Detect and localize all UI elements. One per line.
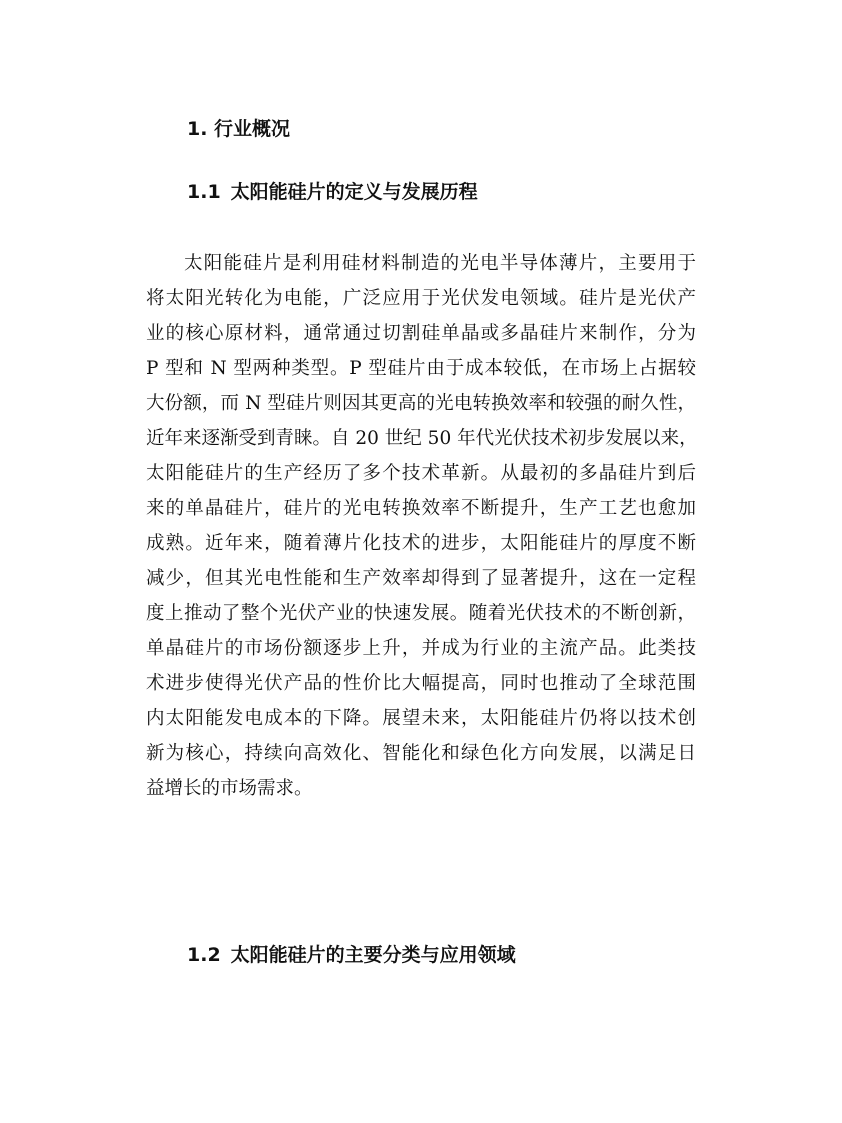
paragraph-line: 大份额，而 N 型硅片则因其更高的光电转换效率和较强的耐久性， [146,393,696,414]
paragraph-line: 太阳能硅片是利用硅材料制造的光电半导体薄片，主要用于 [184,253,696,274]
paragraph-line: 益增长的市场需求。 [146,778,313,799]
paragraph-line: 来的单晶硅片，硅片的光电转换效率不断提升，生产工艺也愈加 [146,498,696,519]
paragraph-line: 成熟。近年来，随着薄片化技术的进步，太阳能硅片的厚度不断 [146,533,696,554]
paragraph-line: 业的核心原材料，通常通过切割硅单晶或多晶硅片来制作，分为 [146,323,696,344]
paragraph-line: 减少，但其光电性能和生产效率却得到了显著提升，这在一定程 [146,568,696,589]
paragraph-line: 内太阳能发电成本的下降。展望未来，太阳能硅片仍将以技术创 [146,708,696,729]
paragraph-line: 术进步使得光伏产品的性价比大幅提高，同时也推动了全球范围 [146,673,696,694]
section-title: 太阳能硅片的主要分类与应用领域 [230,944,516,966]
paragraph-line: P 型和 N 型两种类型。P 型硅片由于成本较低，在市场上占据较 [146,358,696,379]
section-heading-1-1 [187,179,478,205]
section-title: 太阳能硅片的定义与发展历程 [230,181,478,203]
paragraph-line: 近年来逐渐受到青睐。自 20 世纪 50 年代光伏技术初步发展以来， [146,428,698,449]
paragraph-line: 新为核心，持续向高效化、智能化和绿色化方向发展，以满足日 [146,743,696,764]
paragraph-line: 将太阳光转化为电能，广泛应用于光伏发电领域。硅片是光伏产 [146,288,696,309]
paragraph-line: 单晶硅片的市场份额逐步上升，并成为行业的主流产品。此类技 [146,638,696,659]
section-number: 1.2 [187,944,221,966]
heading-industry-overview: 1. 行业概况 [187,118,291,140]
paragraph-line: 度上推动了整个光伏产业的快速发展。随着光伏技术的不断创新， [146,603,696,624]
paragraph-line: 太阳能硅片的生产经历了多个技术革新。从最初的多晶硅片到后 [146,463,696,484]
section-heading-1-2 [187,942,516,968]
body-paragraph [146,246,696,806]
section-number: 1.1 [187,181,221,203]
